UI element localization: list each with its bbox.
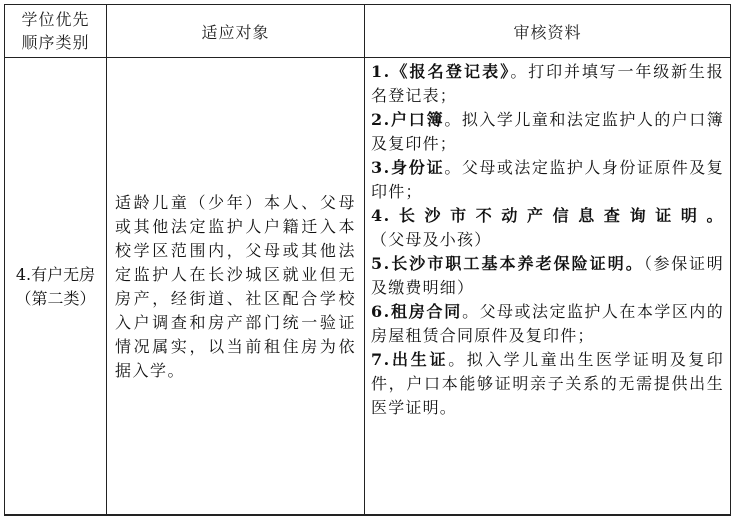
document-item-text: 。父母或法定监护人身份证原件及复印件； <box>371 158 724 201</box>
table-bottom-border <box>4 514 730 515</box>
document-item-num: 1. <box>371 62 391 81</box>
table-header-row <box>5 5 731 58</box>
applicable-target-cell: 适龄儿童（少年）本人、父母或其他法定监护人户籍迁入本校学区范围内，父母或其他法定监护人在长沙城区就业但无房产，经街道、社区配合学校入户调查和房产部门统一验证情况属实，以当前租住房为依据入学。 <box>107 58 365 516</box>
document-item-text: 。打印并填写一年级新生报名登记表； <box>371 62 724 105</box>
document-item <box>371 204 724 252</box>
table-row <box>5 58 731 516</box>
header-priority-line2: 顺序类别 <box>21 33 90 52</box>
document-item <box>371 252 724 300</box>
document-item-title: 租房合同 <box>390 302 463 321</box>
document-item <box>371 108 724 156</box>
document-item-text: 。拟入学儿童出生医学证明及复印件，户口本能够证明亲子关系的无需提供出生医学证明。 <box>371 350 724 417</box>
document-item-num: 2. <box>371 110 391 129</box>
document-item-title: 《报名登记表》 <box>390 62 511 81</box>
document-item-num: 3. <box>371 158 391 177</box>
document-item <box>371 60 724 108</box>
document-item-num: 5. <box>371 254 391 273</box>
document-item <box>371 348 724 420</box>
document-item-num: 7. <box>371 350 391 369</box>
document-item-title: 长沙市职工基本养老保险证明。 <box>390 254 644 273</box>
document-item-title: 身份证 <box>390 158 445 177</box>
document-item-title: 长沙市不动产信息查询证明。 <box>390 206 724 225</box>
document-item-num: 6. <box>371 302 391 321</box>
document-item-num: 4. <box>371 206 391 225</box>
header-priority-line1: 学位优先 <box>21 10 90 29</box>
review-documents-cell <box>365 58 731 516</box>
document-item-title: 户口簿 <box>390 110 445 129</box>
category-class: （第二类） <box>15 288 96 308</box>
document-item-text: 。拟入学儿童和法定监护人的户口簿及复印件； <box>371 110 724 153</box>
document-item-title: 出生证 <box>390 350 449 369</box>
header-priority-category <box>5 5 107 58</box>
category-label: 4.有户无房 <box>15 264 96 284</box>
priority-category-cell <box>5 58 107 516</box>
admission-requirements-table <box>4 4 731 516</box>
document-item <box>371 300 724 348</box>
document-item-text: 。父母或法定监护人在本学区内的房屋租赁合同原件及复印件； <box>371 302 724 345</box>
document-item-text: （父母及小孩） <box>371 230 492 249</box>
header-review-documents: 审核资料 <box>365 5 731 58</box>
document-item <box>371 156 724 204</box>
document-item-text: （参保证明及缴费明细） <box>371 254 724 297</box>
header-applicable-target: 适应对象 <box>107 5 365 58</box>
